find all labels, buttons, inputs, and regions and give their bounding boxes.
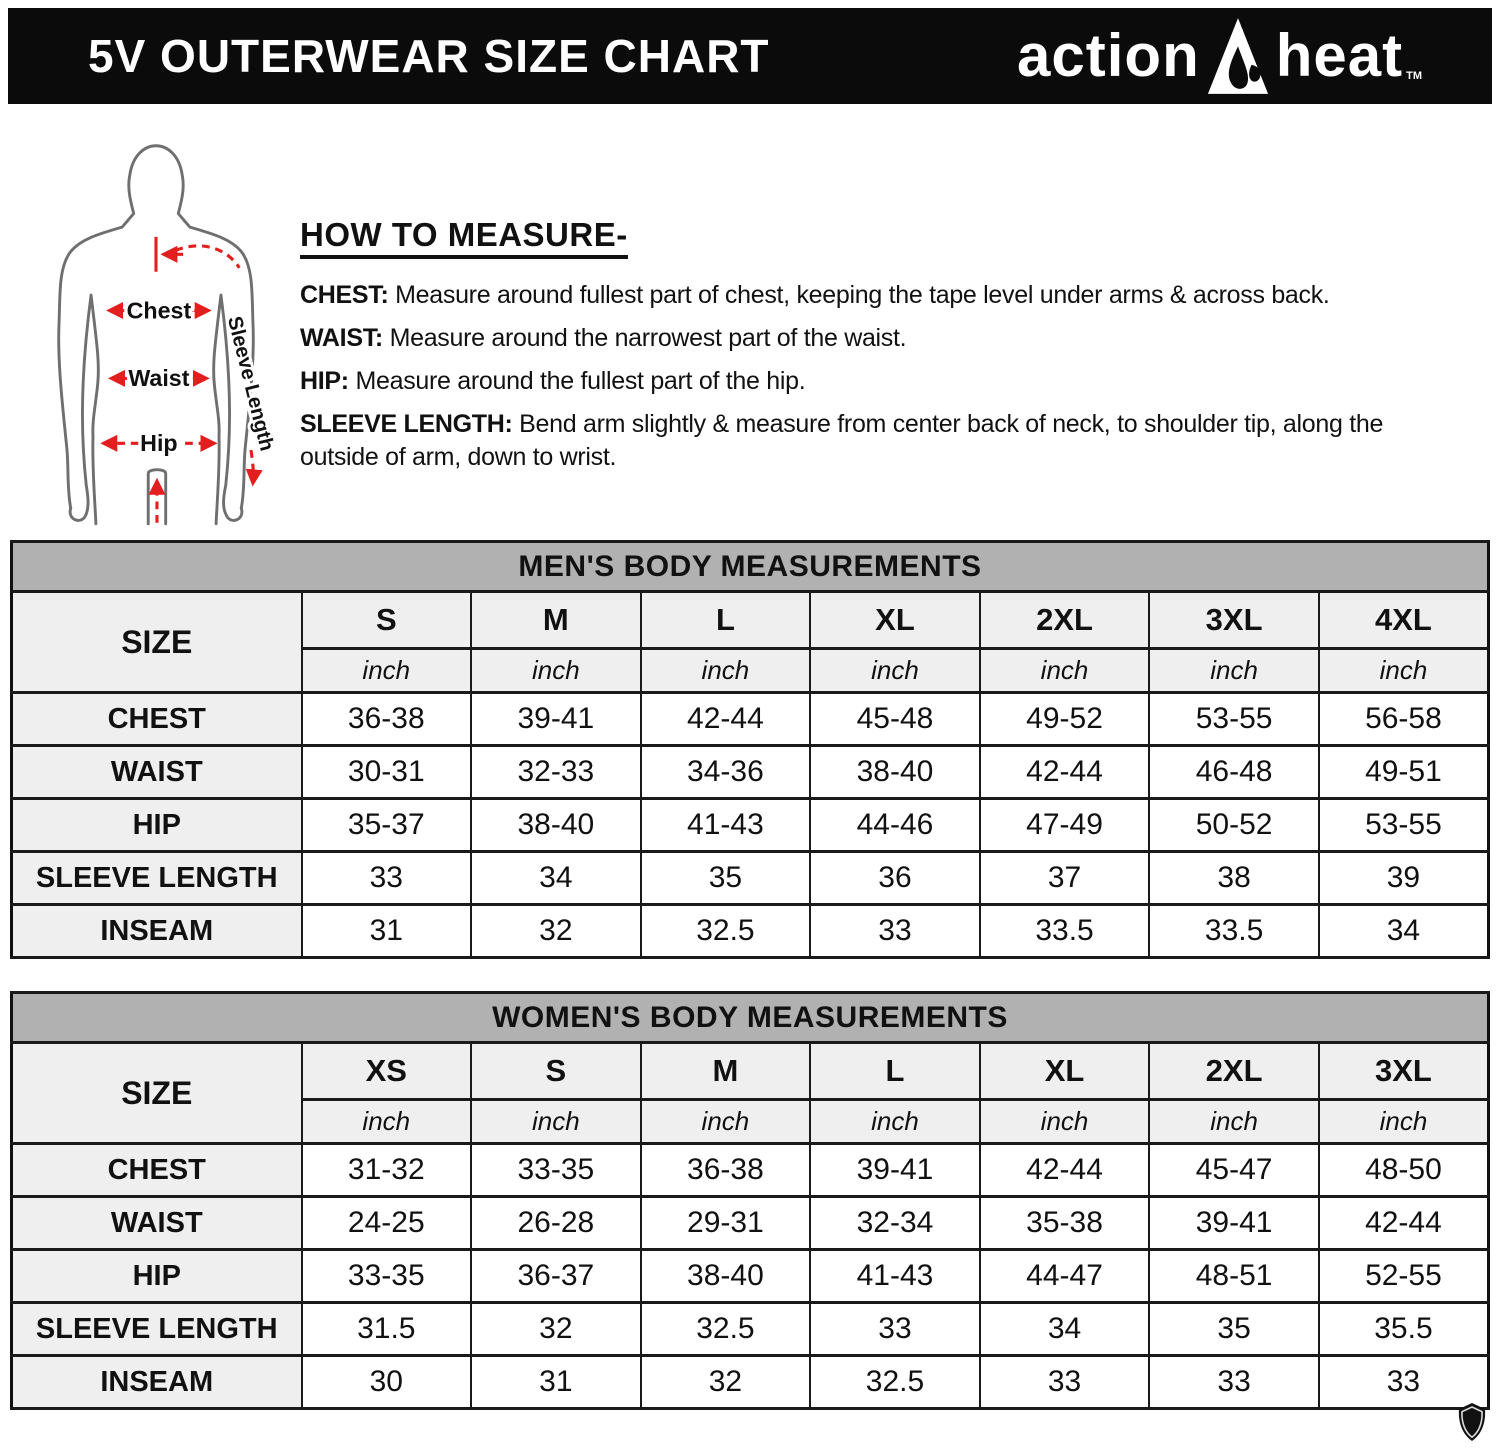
measurement-row — [12, 1356, 1489, 1409]
hip-instruction-text: Measure around the fullest part of the hip. — [348, 367, 806, 395]
size-col-xl: XL — [980, 1043, 1150, 1100]
table-title: MEN'S BODY MEASUREMENTS — [12, 542, 1489, 592]
measurement-row — [12, 799, 1489, 852]
measurement-value: 53-55 — [1149, 693, 1319, 746]
measurement-value: 37 — [980, 852, 1150, 905]
measurement-value: 36 — [810, 852, 980, 905]
measurement-value: 38 — [1149, 852, 1319, 905]
row-label: CHEST — [12, 693, 302, 746]
measurement-value: 38-40 — [641, 1250, 811, 1303]
trademark-symbol: TM — [1406, 70, 1422, 82]
size-header-row — [12, 1043, 1489, 1100]
measurement-value: 29-31 — [641, 1197, 811, 1250]
measurement-value: 32-33 — [471, 746, 641, 799]
womens-size-table — [10, 991, 1490, 1410]
row-label: WAIST — [12, 746, 302, 799]
row-label: INSEAM — [12, 905, 302, 958]
measurement-value: 52-55 — [1319, 1250, 1489, 1303]
size-col-l: L — [641, 592, 811, 649]
measurement-value: 32.5 — [641, 1303, 811, 1356]
measurement-value: 56-58 — [1319, 693, 1489, 746]
measurement-value: 42-44 — [1319, 1197, 1489, 1250]
chest-diagram-label: Chest — [126, 297, 192, 324]
measurement-value: 33-35 — [471, 1144, 641, 1197]
measurement-value: 44-47 — [980, 1250, 1150, 1303]
measurement-value: 33 — [810, 1303, 980, 1356]
measurement-row — [12, 1144, 1489, 1197]
measurement-value: 42-44 — [980, 746, 1150, 799]
measurement-row — [12, 1197, 1489, 1250]
unit-cell: inch — [641, 649, 811, 693]
measurement-value: 34-36 — [641, 746, 811, 799]
measurement-value: 45-48 — [810, 693, 980, 746]
measurement-value: 49-51 — [1319, 746, 1489, 799]
measurement-row — [12, 852, 1489, 905]
header-bar — [8, 8, 1492, 104]
size-col-3xl: 3XL — [1319, 1043, 1489, 1100]
chest-instruction-label: CHEST: — [300, 281, 389, 309]
unit-cell: inch — [471, 1100, 641, 1144]
measurement-value: 31-32 — [302, 1144, 472, 1197]
measurement-value: 42-44 — [641, 693, 811, 746]
unit-cell: inch — [302, 1100, 472, 1144]
measurement-value: 33 — [810, 905, 980, 958]
unit-cell: inch — [980, 1100, 1150, 1144]
measurement-value: 32 — [641, 1356, 811, 1409]
chest-instruction — [300, 279, 1490, 312]
shield-badge-icon — [1456, 1402, 1488, 1442]
sleeve-instruction-text: Bend arm slightly & measure from center back of neck, to shoulder tip, along the outside of arm, down to wrist. — [300, 410, 1384, 471]
measurement-value: 38-40 — [810, 746, 980, 799]
measurement-row — [12, 1250, 1489, 1303]
table-title: WOMEN'S BODY MEASUREMENTS — [12, 993, 1489, 1043]
body-measurement-figure-icon — [30, 124, 282, 530]
size-col-3xl: 3XL — [1149, 592, 1319, 649]
measurement-value: 44-46 — [810, 799, 980, 852]
how-to-measure-heading: HOW TO MEASURE- — [300, 216, 628, 259]
chest-instruction-text: Measure around fullest part of chest, keeping the tape level under arms & across back. — [388, 281, 1330, 309]
measurement-value: 30-31 — [302, 746, 472, 799]
measurement-value: 35-37 — [302, 799, 472, 852]
sleeve-instruction — [300, 408, 1385, 474]
waist-diagram-label: Waist — [128, 365, 190, 392]
unit-cell: inch — [471, 649, 641, 693]
row-label: WAIST — [12, 1197, 302, 1250]
measurement-value: 36-37 — [471, 1250, 641, 1303]
page-title: 5V OUTERWEAR SIZE CHART — [88, 30, 770, 82]
measurement-value: 32.5 — [641, 905, 811, 958]
size-col-2xl: 2XL — [980, 592, 1150, 649]
size-col-xl: XL — [810, 592, 980, 649]
brand-logo — [1017, 14, 1422, 98]
measurement-value: 39-41 — [810, 1144, 980, 1197]
unit-cell: inch — [641, 1100, 811, 1144]
size-header-row — [12, 592, 1489, 649]
size-col-m: M — [471, 592, 641, 649]
row-label: HIP — [12, 1250, 302, 1303]
body-diagram — [10, 104, 300, 540]
measurement-value: 47-49 — [980, 799, 1150, 852]
measurement-value: 50-52 — [1149, 799, 1319, 852]
row-label: INSEAM — [12, 1356, 302, 1409]
measurement-value: 48-50 — [1319, 1144, 1489, 1197]
how-to-measure-section — [10, 104, 1490, 540]
measurement-row — [12, 1303, 1489, 1356]
womens-table-section — [10, 991, 1490, 1410]
measurement-value: 35-38 — [980, 1197, 1150, 1250]
measurement-value: 38-40 — [471, 799, 641, 852]
measurement-value: 42-44 — [980, 1144, 1150, 1197]
unit-cell: inch — [302, 649, 472, 693]
measurement-value: 34 — [980, 1303, 1150, 1356]
table-title-row — [12, 542, 1489, 592]
measurement-value: 31 — [471, 1356, 641, 1409]
brand-word-heat: heat — [1275, 22, 1404, 89]
row-label: CHEST — [12, 1144, 302, 1197]
sleeve-instruction-label: SLEEVE LENGTH: — [300, 410, 513, 438]
measurement-value: 33 — [302, 852, 472, 905]
measurement-row — [12, 693, 1489, 746]
measurement-value: 39-41 — [471, 693, 641, 746]
hip-instruction-label: HIP: — [300, 367, 349, 395]
measurement-row — [12, 905, 1489, 958]
measurement-value: 30 — [302, 1356, 472, 1409]
waist-instruction — [300, 322, 1490, 355]
hip-instruction — [300, 365, 1490, 398]
measure-instructions — [300, 104, 1490, 540]
measurement-value: 34 — [471, 852, 641, 905]
size-header-cell: SIZE — [12, 592, 302, 693]
size-col-l: L — [810, 1043, 980, 1100]
size-col-4xl: 4XL — [1319, 592, 1489, 649]
measurement-value: 49-52 — [980, 693, 1150, 746]
unit-cell: inch — [1319, 1100, 1489, 1144]
row-label: HIP — [12, 799, 302, 852]
size-col-s: S — [471, 1043, 641, 1100]
measurement-value: 39-41 — [1149, 1197, 1319, 1250]
waist-instruction-label: WAIST: — [300, 324, 383, 352]
unit-cell: inch — [1149, 1100, 1319, 1144]
unit-cell: inch — [1149, 649, 1319, 693]
unit-cell: inch — [1319, 649, 1489, 693]
measurement-value: 41-43 — [641, 799, 811, 852]
measurement-value: 33.5 — [980, 905, 1150, 958]
row-label: SLEEVE LENGTH — [12, 1303, 302, 1356]
flame-triangle-icon — [1206, 14, 1270, 98]
measurement-value: 33 — [1319, 1356, 1489, 1409]
brand-word-action: action — [1017, 22, 1200, 89]
measurement-value: 32 — [471, 1303, 641, 1356]
measurement-value: 33-35 — [302, 1250, 472, 1303]
unit-cell: inch — [810, 1100, 980, 1144]
measurement-value: 34 — [1319, 905, 1489, 958]
measurement-value: 32-34 — [810, 1197, 980, 1250]
size-col-m: M — [641, 1043, 811, 1100]
measurement-value: 39 — [1319, 852, 1489, 905]
measurement-value: 48-51 — [1149, 1250, 1319, 1303]
measurement-value: 32 — [471, 905, 641, 958]
measurement-value: 32.5 — [810, 1356, 980, 1409]
measurement-value: 36-38 — [302, 693, 472, 746]
mens-size-table — [10, 540, 1490, 959]
mens-table-section — [10, 540, 1490, 959]
sleeve-length-diagram-label: Sleeve Length — [222, 314, 278, 454]
measurement-value: 26-28 — [471, 1197, 641, 1250]
waist-instruction-text: Measure around the narrowest part of the waist. — [382, 324, 907, 352]
size-header-cell: SIZE — [12, 1043, 302, 1144]
measurement-value: 45-47 — [1149, 1144, 1319, 1197]
size-col-xs: XS — [302, 1043, 472, 1100]
measurement-value: 33 — [980, 1356, 1150, 1409]
table-title-row — [12, 993, 1489, 1043]
measurement-value: 46-48 — [1149, 746, 1319, 799]
size-col-s: S — [302, 592, 472, 649]
measurement-value: 41-43 — [810, 1250, 980, 1303]
measurement-value: 35 — [1149, 1303, 1319, 1356]
measurement-value: 31.5 — [302, 1303, 472, 1356]
measurement-value: 33 — [1149, 1356, 1319, 1409]
row-label: SLEEVE LENGTH — [12, 852, 302, 905]
measurement-value: 53-55 — [1319, 799, 1489, 852]
measurement-value: 36-38 — [641, 1144, 811, 1197]
measurement-value: 35.5 — [1319, 1303, 1489, 1356]
measurement-value: 35 — [641, 852, 811, 905]
unit-cell: inch — [980, 649, 1150, 693]
unit-cell: inch — [810, 649, 980, 693]
measurement-value: 31 — [302, 905, 472, 958]
size-col-2xl: 2XL — [1149, 1043, 1319, 1100]
measurement-value: 24-25 — [302, 1197, 472, 1250]
measurement-value: 33.5 — [1149, 905, 1319, 958]
measurement-row — [12, 746, 1489, 799]
hip-diagram-label: Hip — [140, 430, 178, 457]
